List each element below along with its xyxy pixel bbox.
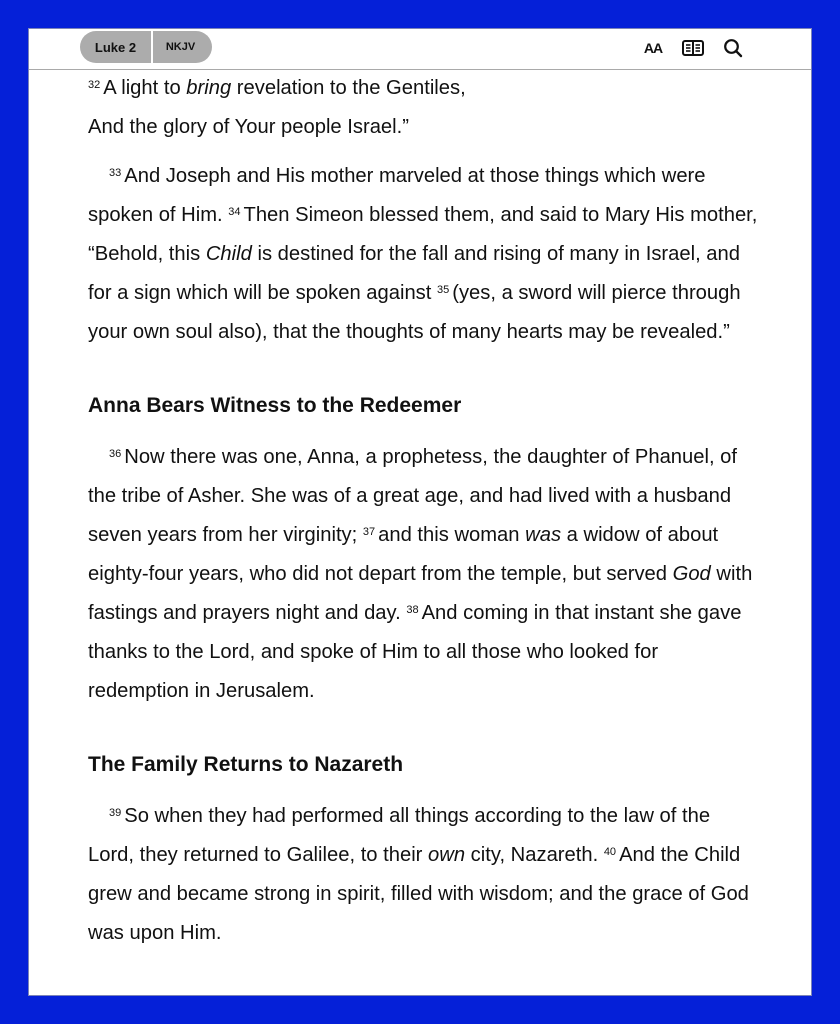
top-bar <box>29 29 811 70</box>
verse-number: 34 <box>228 206 241 218</box>
search-icon <box>723 38 743 58</box>
paragraph-39-40: $^{39}$ So when they had performed all things according to the law of the Lord, they returned to Galilee, to their own city, Nazareth. $^{40}$ And the Child grew and became strong in spirit, filled with wisdom; and the grace of God was upon Him. <box>88 805 749 944</box>
book-chapter-button[interactable]: Luke 2 <box>94 39 137 55</box>
verse-number: 40 <box>603 846 617 858</box>
passage-text <box>88 69 758 953</box>
verse-number: 39 <box>109 807 122 819</box>
verse-number: 32 <box>88 79 101 91</box>
verse-number: 35 <box>436 284 450 296</box>
verse-number: 37 <box>362 526 376 538</box>
verse-32-line-2: And the glory of Your people Israel.” <box>88 116 409 138</box>
version-button[interactable]: NKJV <box>165 41 196 53</box>
search-button[interactable] <box>713 37 753 59</box>
verse-number: 36 <box>109 448 122 460</box>
reader-window <box>29 29 811 995</box>
passage-selector <box>80 31 212 63</box>
verse-32-line-1: $^{32}$ A light to bring revelation to the Gentiles, <box>88 77 466 99</box>
reader-mode-button[interactable] <box>673 37 713 59</box>
section-heading: Anna Bears Witness to the Redeemer <box>88 394 462 417</box>
section-heading: The Family Returns to Nazareth <box>88 753 404 776</box>
text-size-icon: AA <box>643 40 663 56</box>
paragraph-36-38: $^{36}$ Now there was one, Anna, a prophetess, the daughter of Phanuel, of the tribe of Asher. She was of a great age, and had lived with a husband seven years from her virginity; $^{37}$ and this woman was a widow of about eighty-four years, who did not depart from the temple, but served God with fastings and prayers night and day. $^{38}$ And coming in that instant she gave thanks to the Lord, and spoke of Him to all those who looked for redemption in Jerusalem. <box>88 446 753 702</box>
reader-mode-icon <box>682 40 704 56</box>
verse-number: 38 <box>406 604 419 616</box>
toolbar <box>633 37 753 59</box>
text-size-button[interactable] <box>633 37 673 59</box>
verse-number: 33 <box>109 167 122 179</box>
paragraph-33-35: $^{33}$ And Joseph and His mother marveled at those things which were spoken of Him. $^{34}$ Then Simeon blessed them, and said to Mary His mother, “Behold, this Child is destined for the fall and rising of many in Israel, and for a sign which will be spoken against $^{35}$ (yes, a sword will pierce through your own soul also), that the thoughts of many hearts may be revealed.” <box>88 165 758 343</box>
